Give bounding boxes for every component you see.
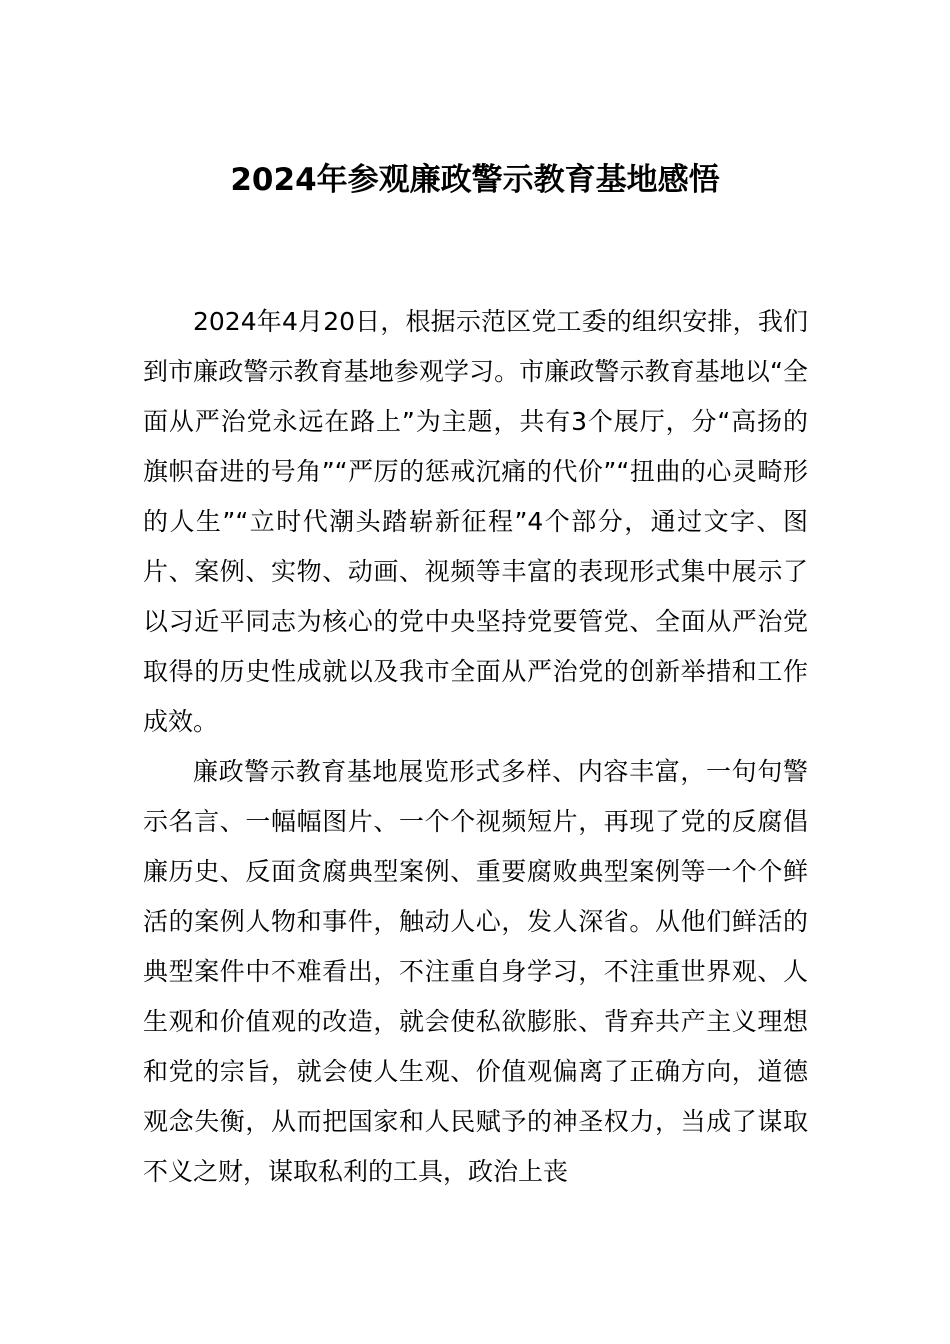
paragraph-1: 2024年4月20日，根据示范区党工委的组织安排，我们到市廉政警示教育基地参观学习。市廉政警示教育基地以“全面从严治党永远在路上”为主题，共有3个展厅，分“高扬的旗帜奋进的号角”“严厉的惩戒沉痛的代价”“扭曲的心灵畸形的人生”“立时代潮头踏崭新征程”4个部分，通过文字、图片、案例、实物、动画、视频等丰富的表现形式集中展示了以习近平同志为核心的党中央坚持党要管党、全面从严治党取得的历史性成就以及我市全面从严治党的创新举措和工作成效。	[143, 307, 808, 736]
paragraph-2: 廉政警示教育基地展览形式多样、内容丰富，一句句警示名言、一幅幅图片、一个个视频短片，再现了党的反腐倡廉历史、反面贪腐典型案例、重要腐败典型案例等一个个鲜活的案例人物和事件，触动人心，发人深省。从他们鲜活的典型案件中不难看出，不注重自身学习，不注重世界观、人生观和价值观的改造，就会使私欲膨胀、背弃共产主义理想和党的宗旨，就会使人生观、价值观偏离了正确方向，道德观念失衡，从而把国家和人民赋予的神圣权力，当成了谋取不义之财，谋取私利的工具，政治上丧	[143, 757, 808, 1186]
document-title: 2024年参观廉政警示教育基地感悟	[230, 162, 720, 198]
document-body	[143, 297, 808, 1197]
